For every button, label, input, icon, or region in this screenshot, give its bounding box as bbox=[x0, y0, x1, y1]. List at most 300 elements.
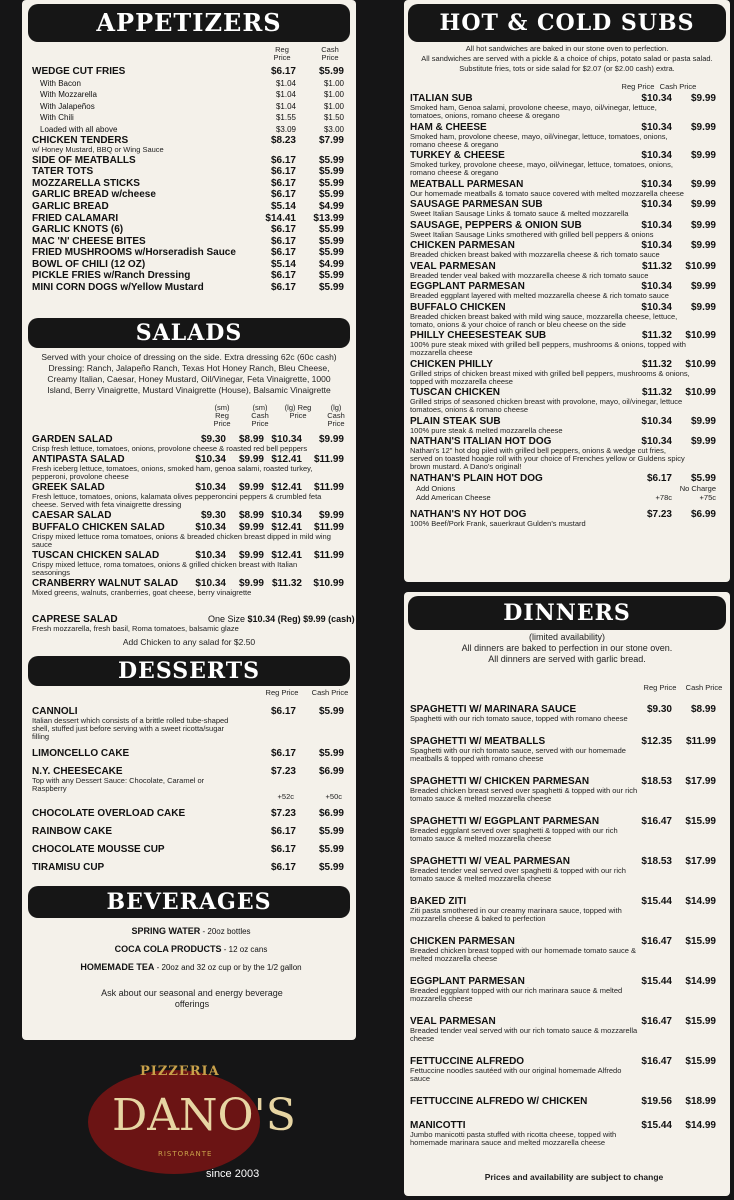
item-reg-price: $15.44 bbox=[641, 1120, 672, 1131]
item-cash-price: $9.99 bbox=[690, 93, 716, 104]
item-name: SIDE OF MEATBALLS bbox=[32, 154, 136, 166]
item-cash-price: $5.99 bbox=[318, 270, 344, 282]
item-cash-price: $10.99 bbox=[685, 260, 716, 272]
beverage-name: SPRING WATER bbox=[131, 926, 201, 936]
item-name: BUFFALO CHICKEN bbox=[410, 301, 506, 313]
menu-item bbox=[410, 896, 722, 923]
menu-item bbox=[32, 213, 350, 224]
menu-item bbox=[32, 808, 350, 819]
salad-price-1: $10.34 bbox=[195, 482, 226, 493]
item-reg-price: $10.34 bbox=[641, 150, 672, 161]
item-name: GARDEN SALAD bbox=[32, 434, 113, 445]
item-reg-price: $16.47 bbox=[641, 936, 672, 947]
item-name: NATHAN'S PLAIN HOT DOG bbox=[410, 472, 543, 484]
item-name: CHOCOLATE MOUSSE CUP bbox=[32, 844, 165, 855]
item-reg-price: $1.55 bbox=[275, 113, 296, 123]
menu-item bbox=[32, 862, 350, 873]
item-reg-price: $6.17 bbox=[270, 281, 296, 293]
salad-price-3: $11.32 bbox=[271, 578, 302, 589]
item-name: TURKEY & CHEESE bbox=[410, 150, 505, 161]
addon-cash: +50c bbox=[325, 792, 342, 801]
menu-item bbox=[32, 224, 350, 235]
item-name: CHICKEN PHILLY bbox=[410, 358, 493, 370]
item-description: Fresh iceberg lettuce, tomatoes, onions, smoked ham, genoa salami, roasted turkey, pepperoni, provolone cheese bbox=[32, 464, 313, 481]
item-name: FRIED MUSHROOMS w/Horseradish Sauce bbox=[32, 247, 236, 259]
item-name: GARLIC BREAD w/cheese bbox=[32, 189, 156, 201]
item-name: WEDGE CUT FRIES bbox=[32, 66, 126, 77]
item-reg-price: $18.53 bbox=[641, 856, 672, 867]
item-cash-price: $1.00 bbox=[323, 101, 344, 111]
item-name: GARLIC BREAD bbox=[32, 201, 109, 213]
item-name: ANTIPASTA SALAD bbox=[32, 454, 125, 465]
item-description: Spaghetti with our rich tomato sauce, topped with romano cheese bbox=[410, 714, 628, 723]
salad-item bbox=[32, 522, 350, 549]
beverages-header: BEVERAGES bbox=[28, 886, 350, 918]
menu-item bbox=[410, 704, 722, 723]
item-cash-price: $5.99 bbox=[318, 66, 344, 77]
item-description: Breaded chicken breast baked with mild wing sauce, mozzarella cheese, lettuce, tomato, onions & your choice of ranch or bleu cheese on the side bbox=[410, 311, 678, 329]
item-cash-price: $10.99 bbox=[685, 387, 716, 398]
item-reg-price: $14.41 bbox=[265, 212, 296, 224]
item-reg-price: $5.14 bbox=[270, 201, 296, 213]
item-cash-price: $5.99 bbox=[318, 224, 344, 236]
item-description: Top with any Dessert Sauce: Chocolate, Caramel or Raspberry bbox=[32, 776, 205, 793]
logo-top: PIZZERIA bbox=[140, 1064, 220, 1079]
item-description: Crispy mixed lettuce roma tomatoes, onions & breaded chicken breast dipped in mild wing sauce bbox=[32, 532, 331, 549]
dinners-col-cash: Cash Price bbox=[685, 683, 723, 692]
salad-price-1: $9.30 bbox=[200, 434, 226, 445]
menu-item bbox=[32, 706, 350, 741]
salads-header: SALADS bbox=[28, 318, 350, 348]
item-reg-price: $15.44 bbox=[641, 976, 672, 987]
salad-price-3: $10.34 bbox=[271, 434, 302, 445]
salad-price-2: $9.99 bbox=[238, 550, 264, 561]
item-cash-price: $17.99 bbox=[685, 776, 716, 787]
item-description: Breaded eggplant layered with melted mozzarella cheese & rich tomato sauce bbox=[410, 291, 669, 300]
salad-price-4: $10.99 bbox=[313, 578, 344, 589]
menu-item bbox=[410, 220, 722, 239]
item-name: FRIED CALAMARI bbox=[32, 212, 119, 224]
beverage-detail: - 20oz and 32 oz cup or by the 1/2 gallon bbox=[154, 963, 302, 972]
item-reg-price: $11.32 bbox=[641, 387, 672, 398]
menu-item bbox=[32, 112, 350, 123]
item-cash-price: $9.99 bbox=[690, 178, 716, 190]
item-description: Sweet Italian Sausage Links smothered with grilled bell peppers & onions bbox=[410, 229, 654, 239]
item-name: GARLIC KNOTS (6) bbox=[32, 224, 124, 236]
item-cash-price: $6.99 bbox=[318, 766, 344, 777]
item-cash-price: $10.99 bbox=[685, 358, 716, 370]
salad-item bbox=[32, 454, 350, 481]
item-name: With Chili bbox=[40, 113, 74, 123]
beverage-line bbox=[32, 962, 350, 973]
item-reg-price: $10.34 bbox=[641, 301, 672, 313]
item-name: EGGPLANT PARMESAN bbox=[410, 281, 525, 292]
subs-intro-line: Substitute fries, tots or side salad for $2.07 (or $2.00 cash) extra. bbox=[459, 64, 675, 73]
subs-intro-line: All hot sandwiches are baked in our stone oven to perfection. bbox=[465, 44, 669, 53]
menu-item bbox=[32, 282, 350, 293]
item-reg-price: $16.47 bbox=[641, 1056, 672, 1067]
item-description: Our homemade meatballs & tomato sauce covered with melted mozzarella cheese bbox=[410, 188, 684, 198]
item-name: N.Y. CHEESECAKE bbox=[32, 766, 123, 777]
menu-item bbox=[410, 1056, 722, 1083]
item-reg-price: $10.34 bbox=[641, 219, 672, 231]
menu-item bbox=[410, 122, 722, 149]
dinners-intro-line: All dinners are served with garlic bread. bbox=[488, 654, 646, 664]
item-reg-price: $6.17 bbox=[270, 154, 296, 166]
item-reg-price: $1.04 bbox=[275, 78, 296, 88]
menu-item bbox=[32, 236, 350, 247]
menu-item bbox=[32, 135, 350, 154]
item-cash-price: $4.99 bbox=[318, 258, 344, 270]
item-cash-price: $14.99 bbox=[685, 976, 716, 987]
menu-item bbox=[410, 816, 722, 843]
item-name: VEAL PARMESAN bbox=[410, 1016, 496, 1027]
salad-item bbox=[32, 550, 350, 577]
item-reg-price: $7.23 bbox=[646, 509, 672, 520]
item-description: Nathan's 12" hot dog piled with grilled bell peppers, onions & wedge cut fries, served on toasted hoagie roll with your choice of Frenches yellow or Guldens spicy brown mustard. A Dano's original! bbox=[410, 446, 685, 471]
menu-item bbox=[410, 93, 722, 120]
item-name: MANICOTTI bbox=[410, 1120, 466, 1131]
addon-cash: No Charge bbox=[679, 484, 716, 493]
salad-item bbox=[32, 482, 350, 509]
menu-item bbox=[410, 199, 722, 218]
item-name: VEAL PARMESAN bbox=[410, 260, 496, 272]
item-description: 100% pure steak mixed with grilled bell peppers, mushrooms & onions, topped with mozzarella cheese bbox=[410, 340, 686, 357]
salad-price-1: $10.34 bbox=[195, 454, 226, 465]
item-cash-price: $9.99 bbox=[690, 121, 716, 133]
item-cash-price: $1.00 bbox=[323, 78, 344, 88]
item-name: SAUSAGE, PEPPERS & ONION SUB bbox=[410, 219, 582, 231]
salad-price-4: $11.99 bbox=[313, 550, 344, 561]
item-name: SAUSAGE PARMESAN SUB bbox=[410, 199, 543, 210]
menu-item bbox=[32, 270, 350, 281]
desserts-col-reg: Reg Price bbox=[265, 688, 299, 697]
item-name: PICKLE FRIES w/Ranch Dressing bbox=[32, 270, 191, 282]
item-description: Jumbo manicotti pasta stuffed with ricotta cheese, topped with homemade marinara sauce and melted mozzarella cheese bbox=[410, 1130, 617, 1147]
left-menu-panel bbox=[22, 0, 356, 1040]
beverages-list bbox=[32, 926, 350, 980]
appetizers-header: APPETIZERS bbox=[28, 4, 350, 42]
appetizers-list bbox=[32, 66, 350, 293]
item-cash-price: $1.50 bbox=[323, 113, 344, 123]
item-cash-price: $5.99 bbox=[318, 844, 344, 855]
addon-name: Add Onions bbox=[416, 484, 456, 493]
item-reg-price: $16.47 bbox=[641, 1016, 672, 1027]
salad-item bbox=[32, 510, 350, 521]
item-reg-price: $6.17 bbox=[270, 247, 296, 259]
item-addon-prices bbox=[32, 793, 350, 801]
dinners-intro-line: (limited availability) bbox=[528, 632, 606, 642]
item-cash-price: $9.99 bbox=[690, 436, 716, 447]
item-name: TUSCAN CHICKEN SALAD bbox=[32, 550, 160, 561]
menu-item bbox=[32, 101, 350, 112]
menu-item bbox=[32, 259, 350, 270]
item-cash-price: $6.99 bbox=[318, 808, 344, 819]
item-name: FETTUCCINE ALFREDO bbox=[410, 1056, 525, 1067]
item-cash-price: $5.99 bbox=[318, 862, 344, 873]
menu-item bbox=[410, 736, 722, 763]
item-cash-price: $5.99 bbox=[318, 166, 344, 178]
item-reg-price: $10.34 bbox=[641, 93, 672, 104]
item-name: BOWL OF CHILI (12 OZ) bbox=[32, 258, 146, 270]
dinners-panel bbox=[404, 592, 730, 1196]
dinners-col-reg: Reg Price bbox=[643, 683, 677, 692]
item-description: 100% pure steak & melted mozzarella cheese bbox=[410, 425, 563, 435]
item-name: BUFFALO CHICKEN SALAD bbox=[32, 522, 165, 533]
menu-item bbox=[410, 1096, 722, 1107]
item-reg-price: $6.17 bbox=[646, 472, 672, 484]
menu-item bbox=[32, 66, 350, 77]
menu-item bbox=[32, 89, 350, 100]
menu-item bbox=[410, 509, 722, 528]
item-name: CHICKEN PARMESAN bbox=[410, 936, 515, 947]
dinners-list bbox=[410, 704, 722, 1160]
subs-intro-line: All sandwiches are served with a pickle & a choice of chips, potato salad or pasta salad. bbox=[421, 54, 713, 63]
menu-item bbox=[32, 748, 350, 759]
item-name: MOZZARELLA STICKS bbox=[32, 177, 140, 189]
item-name: MAC 'N' CHEESE BITES bbox=[32, 235, 146, 247]
menu-item bbox=[32, 201, 350, 212]
beverage-line bbox=[32, 926, 350, 937]
item-cash-price: $5.99 bbox=[690, 472, 716, 484]
item-cash-price: $5.99 bbox=[318, 706, 344, 717]
item-cash-price: $5.99 bbox=[318, 247, 344, 259]
item-name: SPAGHETTI W/ VEAL PARMESAN bbox=[410, 856, 571, 867]
salads-col-2: (sm) Cash Price bbox=[251, 403, 269, 428]
appetizers-col-reg: Reg Price bbox=[273, 45, 291, 62]
item-description: Smoked turkey, provolone cheese, mayo, oil/vinegar, lettuce, tomatoes, onions, romano cheese & oregano bbox=[410, 160, 673, 177]
item-reg-price: $6.17 bbox=[270, 224, 296, 236]
item-cash-price: $11.99 bbox=[685, 736, 716, 747]
item-name: GREEK SALAD bbox=[32, 482, 105, 493]
menu-item bbox=[32, 247, 350, 258]
menu-item bbox=[410, 261, 722, 280]
item-cash-price: $10.99 bbox=[685, 330, 716, 341]
item-name: CHICKEN PARMESAN bbox=[410, 240, 515, 251]
dinners-footer: Prices and availability are subject to change bbox=[484, 1172, 664, 1182]
salad-price-4: $9.99 bbox=[318, 434, 344, 445]
item-reg-price: $10.34 bbox=[641, 199, 672, 210]
menu-item bbox=[32, 178, 350, 189]
item-name: SPAGHETTI W/ MEATBALLS bbox=[410, 736, 546, 747]
item-reg-price: $16.47 bbox=[641, 816, 672, 827]
beverage-detail: - 20oz bottles bbox=[200, 927, 251, 936]
addon-cash: +75c bbox=[699, 493, 716, 502]
item-description: Fettuccine noodles sautéed with our original homemade Alfredo sauce bbox=[410, 1066, 622, 1083]
item-reg-price: $10.34 bbox=[641, 281, 672, 292]
item-cash-price: $9.99 bbox=[690, 301, 716, 313]
salads-col-3: (lg) Reg Price bbox=[284, 403, 312, 420]
item-name: With Bacon bbox=[40, 78, 81, 88]
item-reg-price: $10.34 bbox=[641, 415, 672, 427]
beverage-line bbox=[32, 944, 350, 955]
item-reg-price: $15.44 bbox=[641, 896, 672, 907]
salad-item bbox=[32, 578, 350, 597]
beverage-name: COCA COLA PRODUCTS bbox=[114, 944, 222, 954]
logo-since: since 2003 bbox=[206, 1168, 260, 1180]
item-description: Crispy mixed lettuce, roma tomatoes, onions & grilled chicken breast with Italian seasonings bbox=[32, 560, 298, 577]
desserts-header: DESSERTS bbox=[28, 656, 350, 686]
menu-item bbox=[410, 856, 722, 883]
item-reg-price: $6.17 bbox=[270, 189, 296, 201]
item-reg-price: $10.34 bbox=[641, 178, 672, 190]
item-reg-price: $6.17 bbox=[270, 748, 296, 759]
salad-price-1: $10.34 bbox=[195, 522, 226, 533]
item-name: MINI CORN DOGS w/Yellow Mustard bbox=[32, 281, 204, 293]
menu-item bbox=[410, 240, 722, 259]
menu-item bbox=[410, 302, 722, 329]
dinners-intro-line: All dinners are baked to perfection in our stone oven. bbox=[461, 643, 673, 653]
menu-item bbox=[410, 1120, 722, 1147]
item-cash-price: $9.99 bbox=[690, 199, 716, 210]
item-reg-price: $8.23 bbox=[270, 135, 296, 147]
hotdog-addon bbox=[410, 494, 722, 503]
salad-price-1: $10.34 bbox=[195, 550, 226, 561]
item-name: SPAGHETTI W/ MARINARA SAUCE bbox=[410, 704, 577, 715]
logo-main: DANO'S bbox=[112, 1090, 296, 1141]
item-cash-price: $9.99 bbox=[690, 240, 716, 251]
item-cash-price: $14.99 bbox=[685, 1120, 716, 1131]
menu-item bbox=[410, 473, 722, 484]
menu-item bbox=[410, 387, 722, 414]
item-description: Smoked ham, Genoa salami, provolone cheese, mayo, oil/vinegar, lettuce, tomatoes, onions, romano cheese & oregano bbox=[410, 103, 657, 120]
item-reg-price: $5.14 bbox=[270, 258, 296, 270]
item-cash-price: $5.99 bbox=[318, 826, 344, 837]
item-name: Loaded with all above bbox=[40, 124, 118, 134]
menu-item bbox=[32, 124, 350, 135]
item-cash-price: $18.99 bbox=[685, 1096, 716, 1107]
item-reg-price: $12.35 bbox=[641, 736, 672, 747]
subs-col-reg: Reg Price bbox=[621, 82, 655, 91]
item-reg-price: $7.23 bbox=[270, 808, 296, 819]
salad-price-1: $10.34 bbox=[195, 578, 226, 589]
salad-price-3: $12.41 bbox=[271, 522, 302, 533]
item-cash-price: $9.99 bbox=[690, 150, 716, 161]
salad-price-2: $9.99 bbox=[238, 482, 264, 493]
item-reg-price: $11.32 bbox=[641, 260, 672, 272]
menu-item bbox=[32, 766, 350, 801]
menu-item bbox=[410, 150, 722, 177]
item-cash-price: $15.99 bbox=[685, 936, 716, 947]
logo-bottom: RISTORANTE bbox=[158, 1150, 213, 1158]
salad-price-2: $8.99 bbox=[238, 510, 264, 521]
item-name: CAESAR SALAD bbox=[32, 510, 112, 521]
item-reg-price: $11.32 bbox=[641, 358, 672, 370]
menu-item bbox=[32, 189, 350, 200]
addon-reg: +78c bbox=[655, 493, 672, 502]
menu-item bbox=[32, 844, 350, 855]
item-name: SPAGHETTI W/ EGGPLANT PARMESAN bbox=[410, 816, 600, 827]
item-name: RAINBOW CAKE bbox=[32, 826, 112, 837]
item-name: HAM & CHEESE bbox=[410, 121, 487, 133]
item-cash-price: $5.99 bbox=[318, 189, 344, 201]
item-cash-price: $9.99 bbox=[690, 415, 716, 427]
item-description: Grilled strips of seasoned chicken breast with provolone, mayo, oil/vinegar, lettuce tomatoes, onions & romano cheese bbox=[410, 397, 683, 414]
item-reg-price: $6.17 bbox=[270, 826, 296, 837]
item-description: Spaghetti with our rich tomato sauce, served with our homemade meatballs & topped with romano cheese bbox=[410, 746, 626, 763]
salad-price-2: $9.99 bbox=[238, 578, 264, 589]
salads-list bbox=[32, 434, 350, 598]
item-reg-price: $7.23 bbox=[270, 766, 296, 777]
item-reg-price: $18.53 bbox=[641, 776, 672, 787]
menu-item bbox=[410, 936, 722, 963]
item-name: TUSCAN CHICKEN bbox=[410, 387, 500, 398]
item-cash-price: $14.99 bbox=[685, 896, 716, 907]
subs-intro bbox=[408, 44, 726, 74]
item-cash-price: $3.00 bbox=[323, 124, 344, 134]
menu-item bbox=[410, 436, 722, 471]
item-name: PHILLY CHEESESTEAK SUB bbox=[410, 330, 547, 341]
item-reg-price: $6.17 bbox=[270, 66, 296, 77]
item-name: NATHAN'S ITALIAN HOT DOG bbox=[410, 436, 552, 447]
menu-item bbox=[410, 330, 722, 357]
subs-panel bbox=[404, 0, 730, 582]
caprese-name: CAPRESE SALAD bbox=[32, 614, 118, 625]
item-reg-price: $10.34 bbox=[641, 240, 672, 251]
item-description: Breaded tender veal served with our rich tomato sauce & mozzarella cheese bbox=[410, 1026, 638, 1043]
subs-col-cash: Cash Price bbox=[659, 82, 697, 91]
item-description: Grilled strips of chicken breast mixed with grilled bell peppers, mushrooms & onions, topped with mozzarella cheese bbox=[410, 368, 690, 386]
salad-item bbox=[32, 434, 350, 453]
caprese-cash: $9.99 (cash) bbox=[303, 614, 355, 624]
item-reg-price: $10.34 bbox=[641, 121, 672, 133]
item-name: CHOCOLATE OVERLOAD CAKE bbox=[32, 808, 186, 819]
caprese-size: One Size bbox=[208, 614, 246, 624]
item-reg-price: $9.30 bbox=[646, 704, 672, 715]
item-description: Breaded eggplant served over spaghetti & topped with our rich tomato sauce & melted mozzarella cheese bbox=[410, 826, 618, 843]
item-name: With Mozzarella bbox=[40, 90, 97, 100]
menu-item bbox=[410, 416, 722, 435]
menu-item bbox=[410, 179, 722, 198]
caprese-reg: $10.34 (Reg) bbox=[247, 614, 301, 624]
item-name: With Jalapeños bbox=[40, 101, 95, 111]
item-description: Ziti pasta smothered in our creamy marinara sauce, topped with mozzarella cheese & baked to perfection bbox=[410, 906, 622, 923]
menu-item bbox=[410, 976, 722, 1003]
item-reg-price: $6.17 bbox=[270, 270, 296, 282]
item-name: EGGPLANT PARMESAN bbox=[410, 976, 525, 987]
dinners-header: DINNERS bbox=[408, 596, 726, 630]
item-reg-price: $10.34 bbox=[641, 436, 672, 447]
item-cash-price: $5.99 bbox=[318, 235, 344, 247]
item-description: Breaded chicken breast served over spaghetti & topped with our rich tomato sauce & melted mozzarella cheese bbox=[410, 786, 638, 803]
item-description: Fresh lettuce, tomatoes, onions, kalamata olives pepperoncini peppers & crumbled feta cheese. Served with feta vinaigrette dressing bbox=[32, 492, 322, 509]
item-reg-price: $6.17 bbox=[270, 844, 296, 855]
menu-item bbox=[410, 776, 722, 803]
item-description: Breaded tender veal served over spaghetti & topped with our rich tomato sauce & melted mozzarella cheese bbox=[410, 866, 626, 883]
menu-item bbox=[32, 78, 350, 89]
beverages-footer: Ask about our seasonal and energy beverage offerings bbox=[101, 988, 283, 1009]
salads-col-1: (sm) Reg Price bbox=[213, 403, 231, 428]
beverage-name: HOMEMADE TEA bbox=[80, 962, 155, 972]
item-cash-price: $5.99 bbox=[318, 281, 344, 293]
caprese-row bbox=[32, 614, 355, 633]
item-reg-price: $11.32 bbox=[641, 330, 672, 341]
dinners-intro bbox=[408, 632, 726, 665]
desserts-list bbox=[32, 706, 350, 880]
salad-price-4: $11.99 bbox=[313, 482, 344, 493]
item-description: Breaded chicken breast topped with our homemade tomato sauce & melted mozzarella cheese bbox=[410, 946, 636, 963]
item-cash-price: $1.00 bbox=[323, 90, 344, 100]
salad-price-4: $11.99 bbox=[313, 454, 344, 465]
item-cash-price: $5.99 bbox=[318, 748, 344, 759]
item-cash-price: $13.99 bbox=[313, 212, 344, 224]
menu-item bbox=[32, 826, 350, 837]
menu-item bbox=[410, 281, 722, 300]
salad-price-3: $10.34 bbox=[271, 510, 302, 521]
item-cash-price: $5.99 bbox=[318, 177, 344, 189]
item-description: Mixed greens, walnuts, cranberries, goat cheese, berry vinaigrette bbox=[32, 588, 252, 597]
salad-price-2: $9.99 bbox=[238, 522, 264, 533]
